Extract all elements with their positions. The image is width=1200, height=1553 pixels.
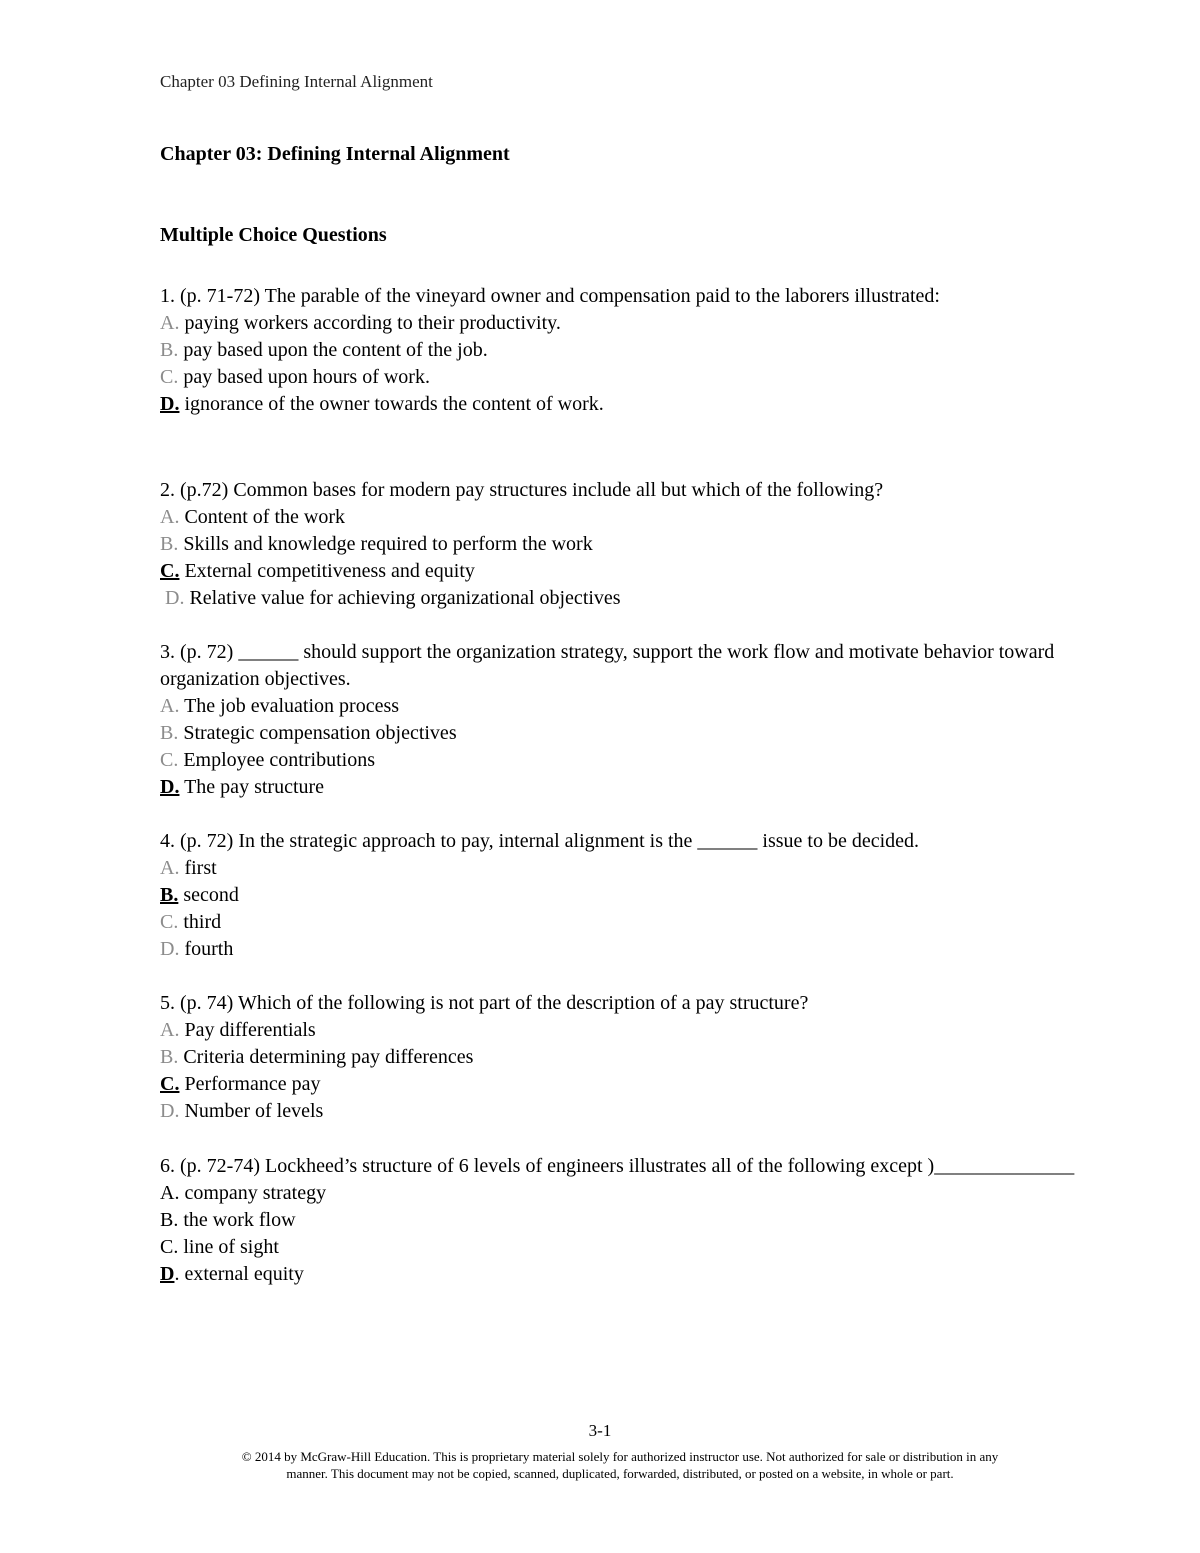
option-text: Performance pay	[179, 1073, 321, 1095]
option-d-correct	[160, 1261, 1080, 1288]
option-d-correct	[160, 391, 1080, 418]
option-d-correct	[160, 774, 1080, 801]
option-letter: B.	[160, 339, 179, 361]
correct-answer-letter: B.	[160, 884, 179, 906]
option-text: Pay differentials	[179, 1019, 316, 1041]
option-text: first	[179, 857, 217, 879]
option-letter: A.	[160, 857, 180, 879]
page-number: 3-1	[588, 1421, 612, 1440]
option-letter: B.	[160, 533, 179, 555]
option-b	[160, 720, 1080, 747]
option-c-correct	[160, 1071, 1080, 1098]
correct-answer-letter: C.	[160, 1073, 180, 1095]
option-d	[160, 1098, 1080, 1125]
option-text: Skills and knowledge required to perform the work	[178, 533, 593, 555]
correct-answer-letter: D.	[160, 393, 180, 415]
question-stem: 1. (p. 71-72) The parable of the vineyard owner and compensation paid to the laborers illustrated:	[160, 285, 940, 307]
question-stem: 2. (p.72) Common bases for modern pay structures include all but which of the following?	[160, 479, 884, 501]
option-text: . external equity	[174, 1263, 304, 1285]
option-b	[160, 337, 1080, 364]
option-letter: B.	[160, 722, 179, 744]
option-a	[160, 1180, 1080, 1207]
question-6	[160, 1153, 1080, 1288]
question-1	[160, 283, 1080, 418]
option-text: The pay structure	[179, 776, 325, 798]
option-text: Strategic compensation objectives	[178, 722, 457, 744]
option-letter: D.	[165, 587, 185, 609]
option-letter: A.	[160, 695, 180, 717]
option-a	[160, 855, 1080, 882]
footer-line: manner. This document may not be copied, scanned, duplicated, forwarded, distributed, or posted on a website, in whole or part.	[286, 1466, 954, 1481]
option-letter: C.	[160, 1236, 179, 1258]
option-b	[160, 1207, 1080, 1234]
correct-answer-letter: D.	[160, 776, 180, 798]
option-letter: A.	[160, 506, 180, 528]
option-b	[160, 1044, 1080, 1071]
option-text: the work flow	[178, 1209, 296, 1231]
option-a	[160, 504, 1080, 531]
question-stem: 3. (p. 72) ______ should support the organization strategy, support the work flow and motivate behavior toward organization objectives.	[160, 641, 1055, 690]
page-title: Chapter 03: Defining Internal Alignment	[160, 143, 510, 165]
option-text: second	[178, 884, 239, 906]
question-4	[160, 828, 1080, 963]
option-letter: A.	[160, 1182, 180, 1204]
footer-line: © 2014 by McGraw-Hill Education. This is proprietary material solely for authorized instructor use. Not authorized for sale or distribution in any	[241, 1449, 999, 1464]
option-text: pay based upon the content of the job.	[178, 339, 488, 361]
option-text: pay based upon hours of work.	[178, 366, 430, 388]
option-text: company strategy	[179, 1182, 327, 1204]
option-text: third	[178, 911, 222, 933]
option-text: Number of levels	[179, 1100, 324, 1122]
option-c	[160, 909, 1080, 936]
option-a	[160, 1017, 1080, 1044]
option-text: External competitiveness and equity	[179, 560, 475, 582]
question-stem: 5. (p. 74) Which of the following is not part of the description of a pay structure?	[160, 992, 809, 1014]
option-text: ignorance of the owner towards the content of work.	[179, 393, 604, 415]
section-heading: Multiple Choice Questions	[160, 224, 387, 246]
copyright-footer	[150, 1448, 1090, 1482]
option-letter: C.	[160, 911, 179, 933]
option-c-correct	[160, 558, 1080, 585]
option-b-correct	[160, 882, 1080, 909]
option-letter: C.	[160, 366, 179, 388]
option-c	[160, 364, 1080, 391]
option-letter: A.	[160, 1019, 180, 1041]
option-letter: D.	[160, 938, 180, 960]
option-letter: B.	[160, 1046, 179, 1068]
option-d	[160, 936, 1080, 963]
option-text: fourth	[179, 938, 234, 960]
correct-answer-letter: C.	[160, 560, 180, 582]
option-c	[160, 1234, 1080, 1261]
option-a	[160, 310, 1080, 337]
running-header: Chapter 03 Defining Internal Alignment	[160, 72, 433, 91]
question-5	[160, 990, 1080, 1125]
option-letter: C.	[160, 749, 179, 771]
option-letter: A.	[160, 312, 180, 334]
option-text: paying workers according to their productivity.	[179, 312, 561, 334]
option-a	[160, 693, 1080, 720]
option-text: Criteria determining pay differences	[178, 1046, 474, 1068]
option-letter: B.	[160, 1209, 179, 1231]
option-c	[160, 747, 1080, 774]
correct-answer-letter: D	[160, 1263, 175, 1285]
option-letter: D.	[160, 1100, 180, 1122]
question-stem: 6. (p. 72-74) Lockheed’s structure of 6 levels of engineers illustrates all of the following except )______________	[160, 1155, 1075, 1177]
option-text: The job evaluation process	[179, 695, 400, 717]
question-3	[160, 639, 1080, 801]
option-text: Relative value for achieving organizational objectives	[184, 587, 621, 609]
option-text: Content of the work	[179, 506, 345, 528]
option-text: line of sight	[178, 1236, 279, 1258]
option-b	[160, 531, 1080, 558]
option-d	[160, 585, 1080, 612]
question-stem: 4. (p. 72) In the strategic approach to pay, internal alignment is the ______ issue to be decided.	[160, 830, 920, 852]
question-2	[160, 477, 1080, 612]
option-text: Employee contributions	[178, 749, 375, 771]
